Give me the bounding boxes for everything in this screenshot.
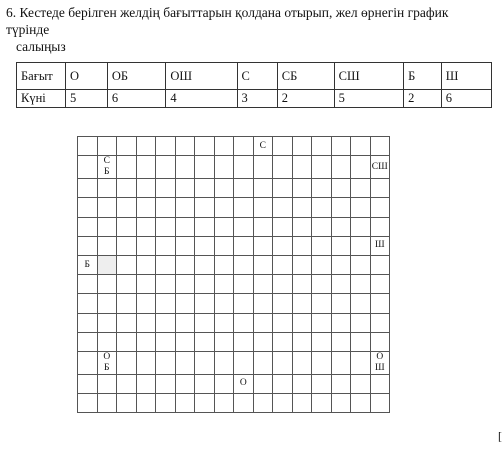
day-cell: 6: [441, 90, 491, 108]
table-row-directions: [17, 63, 492, 90]
task-line-2: салыңыз: [16, 39, 66, 54]
dir-cell: С: [237, 63, 277, 90]
label-southeast: О Ш: [370, 351, 390, 374]
day-cell: 5: [334, 90, 404, 108]
task-text: [6, 4, 492, 55]
table-row-days: [17, 90, 492, 108]
label-southwest: О Б: [97, 351, 117, 374]
dir-cell: Б: [404, 63, 442, 90]
dir-cell: СШ: [334, 63, 404, 90]
label-north: С: [253, 137, 273, 156]
shaded-cell: [97, 255, 117, 274]
dir-cell: СБ: [277, 63, 334, 90]
dir-cell: ОБ: [107, 63, 166, 90]
dir-cell: ОШ: [166, 63, 237, 90]
day-cell: 4: [166, 90, 237, 108]
label-northeast: СШ: [370, 156, 390, 179]
value-label: Күні: [17, 90, 66, 108]
label-east: Ш: [370, 236, 390, 255]
label-west: Б: [78, 255, 98, 274]
label-northwest: С Б: [97, 156, 117, 179]
header-label: Бағыт: [17, 63, 66, 90]
task-line-1: 6. Кестеде берілген желдің бағыттарын қолдана отырып, жел өрнегін график түрінде: [6, 5, 449, 37]
wind-rose-grid: [77, 136, 390, 413]
corner-mark: [: [498, 429, 502, 443]
day-cell: 2: [404, 90, 442, 108]
dir-cell: Ш: [441, 63, 491, 90]
wind-data-table: [16, 62, 492, 108]
day-cell: 3: [237, 90, 277, 108]
day-cell: 2: [277, 90, 334, 108]
label-south: О: [234, 374, 254, 393]
day-cell: 6: [107, 90, 166, 108]
day-cell: 5: [66, 90, 108, 108]
dir-cell: О: [66, 63, 108, 90]
